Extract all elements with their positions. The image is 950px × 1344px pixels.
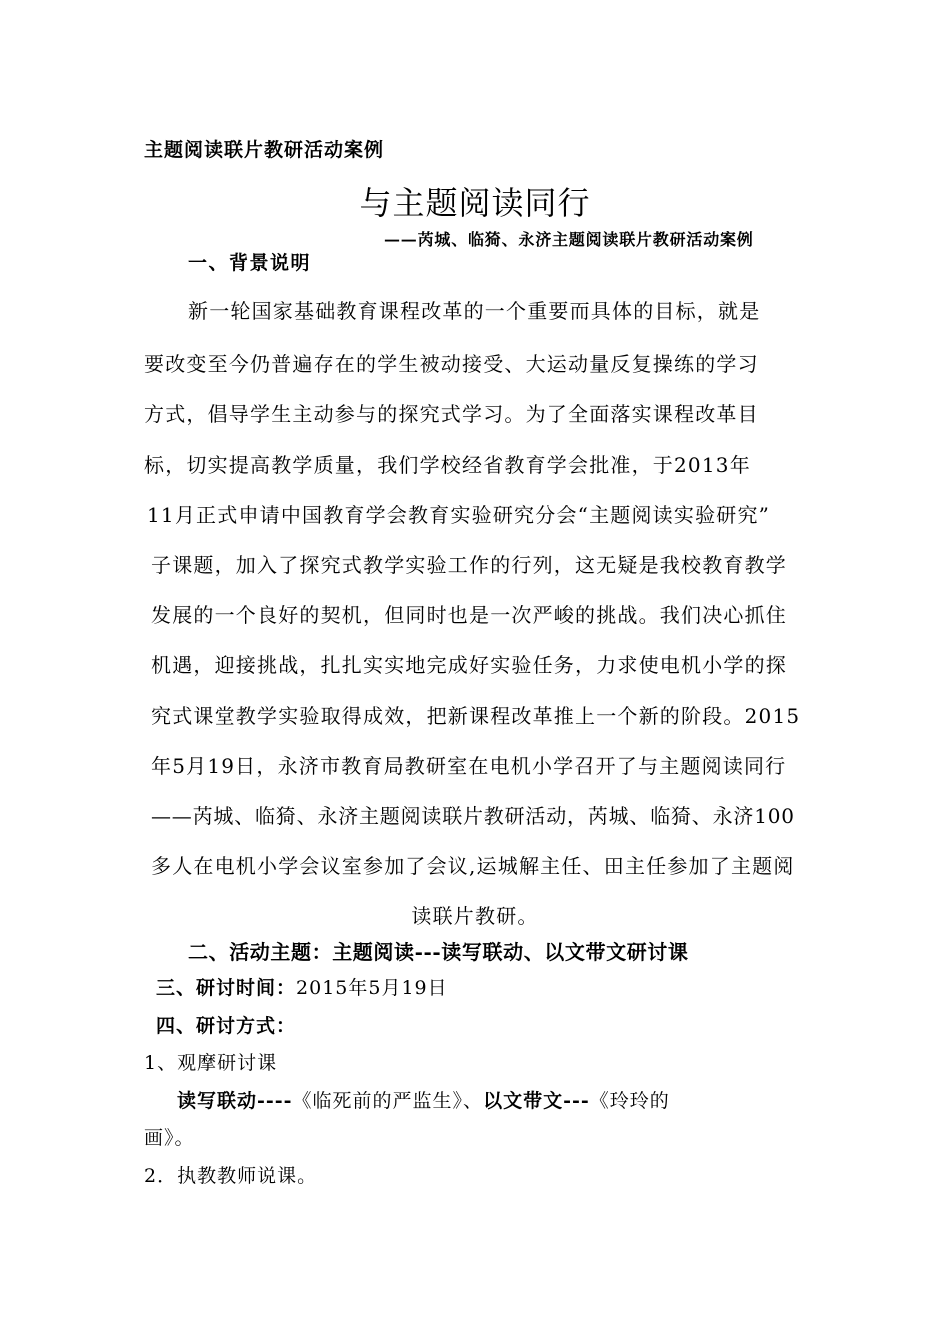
paragraph-line: 11月正式申请中国教育学会教育实验研究分会“主题阅读实验研究” — [147, 503, 771, 527]
paragraph-line: ——芮城、临猗、永济主题阅读联片教研活动，芮城、临猗、永济100 — [151, 804, 795, 828]
time-label: 三、研讨时间： — [156, 977, 297, 999]
paragraph-line: 多人在电机小学会议室参加了会议,运城解主任、田主任参加了主题阅 — [151, 854, 795, 878]
paragraph-line: 发展的一个良好的契机，但同时也是一次严峻的挑战。我们决心抓住 — [151, 603, 787, 627]
method-item-1: 1、观摩研讨课 — [144, 1052, 278, 1074]
time-value: 2015年5月19日 — [296, 977, 448, 999]
paragraph-line: 年5月19日，永济市教育局教研室在电机小学召开了与主题阅读同行 — [151, 754, 787, 778]
section-heading-method: 四、研讨方式： — [156, 1015, 297, 1037]
paragraph-line: 方式，倡导学生主动参与的探究式学习。为了全面落实课程改革目 — [144, 402, 759, 426]
paragraph-line: 子课题，加入了探究式教学实验工作的行列，这无疑是我校教育教学 — [151, 553, 787, 577]
paragraph-line: 机遇，迎接挑战，扎扎实实地完成好实验任务，力求使电机小学的探 — [151, 653, 787, 677]
paragraph-line: 究式课堂教学实验取得成效，把新课程改革推上一个新的阶段。2015 — [151, 704, 801, 728]
paragraph-line: 新一轮国家基础教育课程改革的一个重要而具体的目标，就是 — [188, 299, 761, 323]
document-title: 与主题阅读同行 — [359, 184, 591, 222]
section-heading-background: 一、背景说明 — [188, 252, 312, 274]
detail-normal-b: 《玲玲的 — [589, 1090, 670, 1112]
document-subtitle: ——芮城、临猗、永济主题阅读联片教研活动案例 — [384, 230, 754, 249]
detail-bold-a: 读写联动---- — [177, 1090, 293, 1112]
method-item-2: 2．执教教师说课。 — [144, 1165, 318, 1187]
paragraph-line: 要改变至今仍普遍存在的学生被动接受、大运动量反复操练的学习 — [144, 352, 759, 376]
paragraph-line: 读联片教研。 — [411, 904, 539, 928]
method-item-1-detail-cont: 画》。 — [144, 1127, 195, 1149]
method-item-1-detail — [177, 1092, 670, 1111]
document-header: 主题阅读联片教研活动案例 — [144, 139, 385, 161]
paragraph-line: 标，切实提高教学质量，我们学校经省教育学会批准，于2013年 — [144, 453, 751, 477]
detail-bold-b: 以文带文--- — [483, 1090, 590, 1112]
detail-normal-a: 《临死前的严监生》、 — [292, 1090, 484, 1112]
section-heading-theme: 二、活动主题：主题阅读---读写联动、以文带文研讨课 — [188, 940, 689, 964]
section-heading-time — [156, 979, 448, 998]
